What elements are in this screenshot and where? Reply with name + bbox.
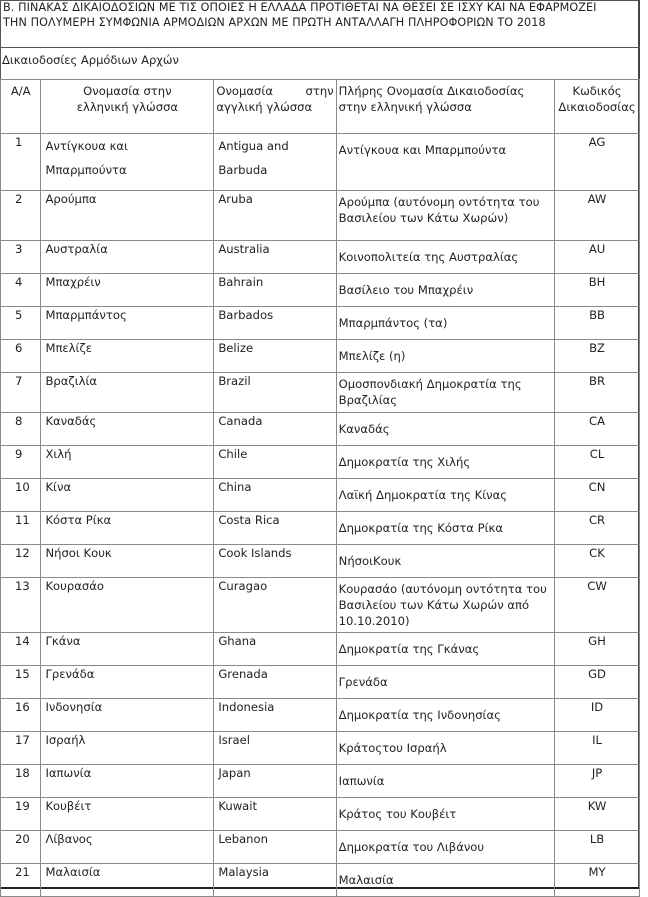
greek-name-text: Αντίγκουα και: [45, 139, 128, 153]
table-row: [1, 373, 640, 413]
row-number: [1, 191, 41, 241]
row-number-text: 4: [15, 275, 23, 289]
greek-name-text: Κόστα Ρίκα: [45, 513, 112, 527]
english-name: [214, 864, 336, 897]
full-name: [336, 765, 554, 798]
jurisdiction-code: [555, 241, 640, 274]
english-name-text: Barbuda: [218, 163, 268, 177]
row-number-text: 12: [15, 546, 30, 560]
english-name-text: Bahrain: [218, 275, 264, 289]
table-row: [1, 274, 640, 307]
full-name-text: Αντίγκουα και Μπαρμπούντα: [338, 143, 507, 157]
english-name-text: Canada: [218, 414, 263, 428]
jurisdiction-code-text: BR: [589, 374, 606, 388]
greek-name: [41, 446, 214, 479]
row-number-text: 19: [15, 799, 30, 813]
greek-name: [41, 134, 214, 191]
greek-name-text: Μπαρμπούντα: [45, 163, 127, 177]
jurisdiction-code-text: AG: [588, 135, 606, 149]
full-name-text: Δημοκρατία της Ινδονησίας: [338, 708, 501, 722]
full-name: [336, 373, 554, 413]
english-name-text: Aruba: [218, 192, 253, 206]
english-name: [214, 307, 336, 340]
row-number: [1, 241, 41, 274]
full-name-text: ΝήσοιΚουκ: [338, 554, 402, 568]
full-name: [336, 446, 554, 479]
jurisdiction-code-text: BZ: [589, 341, 605, 355]
greek-name: [41, 512, 214, 545]
greek-name-text: Λίβανος: [45, 832, 93, 846]
english-name-text: Antigua and: [218, 139, 289, 153]
full-name: [336, 241, 554, 274]
jurisdiction-code: [555, 413, 640, 446]
greek-name-text: Γρενάδα: [45, 667, 95, 681]
jurisdiction-code-text: BH: [588, 275, 606, 289]
english-name: [214, 446, 336, 479]
full-name-text: Γρενάδα: [338, 675, 388, 689]
jurisdiction-code: [555, 831, 640, 864]
row-number: [1, 864, 41, 897]
jurisdiction-code: [555, 307, 640, 340]
jurisdiction-code-text: AW: [587, 192, 607, 206]
header-code: Κωδικός Δικαιοδοσίας: [555, 80, 640, 134]
greek-name: [41, 241, 214, 274]
jurisdiction-code: [555, 191, 640, 241]
jurisdiction-code-text: IL: [592, 733, 602, 747]
row-number-text: 11: [15, 513, 30, 527]
jurisdiction-code: [555, 666, 640, 699]
jurisdiction-code-text: KW: [587, 799, 607, 813]
greek-name-text: Αρούμπα: [45, 192, 97, 206]
row-number: [1, 633, 41, 666]
english-name-text: Grenada: [218, 667, 268, 681]
jurisdiction-code-text: GH: [588, 634, 606, 648]
full-name: [336, 340, 554, 373]
greek-name-text: Μπελίζε: [45, 341, 93, 355]
english-name-text: Lebanon: [218, 832, 268, 846]
greek-name-text: Ισραήλ: [45, 733, 86, 747]
jurisdiction-code-text: MY: [588, 865, 606, 879]
jurisdiction-code-text: AU: [588, 242, 606, 256]
english-name: [214, 512, 336, 545]
jurisdiction-code-text: CL: [589, 447, 605, 461]
greek-name-text: Χιλή: [45, 447, 72, 461]
full-name-text: Κράτος του Κουβέιτ: [338, 807, 457, 821]
jurisdiction-code: [555, 545, 640, 578]
full-name-text: 10.10.2010): [338, 614, 410, 628]
table-row: [1, 765, 640, 798]
table-row: [1, 578, 640, 633]
jurisdiction-code: [555, 274, 640, 307]
jurisdiction-code-text: ID: [590, 700, 604, 714]
row-number-text: 6: [15, 341, 23, 355]
row-number-text: 5: [15, 308, 23, 322]
jurisdiction-code: [555, 512, 640, 545]
full-name-text: Μπαρμπάντος (τα): [338, 316, 448, 330]
full-name: [336, 479, 554, 512]
jurisdiction-code-text: BB: [589, 308, 605, 322]
greek-name: [41, 633, 214, 666]
table-row: [1, 545, 640, 578]
table-row: [1, 307, 640, 340]
english-name: [214, 413, 336, 446]
jurisdiction-code-text: GD: [588, 667, 606, 681]
row-number-text: 16: [15, 700, 30, 714]
full-name: [336, 864, 554, 897]
greek-name-text: Ινδονησία: [45, 700, 103, 714]
jurisdiction-code-text: CW: [587, 579, 607, 593]
english-name: [214, 732, 336, 765]
greek-name: [41, 191, 214, 241]
jurisdiction-code: [555, 479, 640, 512]
table-row: [1, 446, 640, 479]
row-number: [1, 413, 41, 446]
row-number: [1, 274, 41, 307]
english-name: [214, 831, 336, 864]
table-row: [1, 633, 640, 666]
full-name-text: Ιαπωνία: [338, 774, 385, 788]
english-name: [214, 274, 336, 307]
english-name: [214, 666, 336, 699]
greek-name: [41, 274, 214, 307]
full-name: [336, 274, 554, 307]
row-number: [1, 666, 41, 699]
row-number-text: 21: [15, 865, 30, 879]
header-english-name: Ονομασία στην αγγλική γλώσσα: [214, 80, 336, 134]
full-name: [336, 666, 554, 699]
english-name-text: Kuwait: [218, 799, 258, 813]
table-row: [1, 340, 640, 373]
full-name-text: Βασιλείου των Κάτω Χωρών από: [338, 598, 530, 612]
greek-name: [41, 340, 214, 373]
english-name: [214, 633, 336, 666]
row-number: [1, 765, 41, 798]
greek-name: [41, 413, 214, 446]
english-name-text: Belize: [218, 341, 254, 355]
english-name: [214, 241, 336, 274]
row-number-text: 1: [15, 135, 23, 149]
full-name-text: Δημοκρατία της Κόστα Ρίκα: [338, 521, 504, 535]
row-number-text: 17: [15, 733, 30, 747]
row-number: [1, 831, 41, 864]
jurisdiction-code-text: LB: [589, 832, 605, 846]
full-name: [336, 307, 554, 340]
table-row: [1, 479, 640, 512]
english-name: [214, 373, 336, 413]
table-row: [1, 732, 640, 765]
jurisdiction-code-text: CN: [588, 480, 606, 494]
full-name: [336, 732, 554, 765]
greek-name: [41, 864, 214, 897]
english-name: [214, 765, 336, 798]
full-name: [336, 134, 554, 191]
full-name: [336, 699, 554, 732]
full-name-text: Λαϊκή Δημοκρατία της Κίνας: [338, 488, 508, 502]
english-name-text: Malaysia: [218, 865, 269, 879]
row-number: [1, 699, 41, 732]
row-number-text: 7: [15, 374, 23, 388]
row-number: [1, 307, 41, 340]
english-name: [214, 578, 336, 633]
greek-name-text: Κουβέιτ: [45, 799, 92, 813]
english-name: [214, 699, 336, 732]
jurisdiction-code: [555, 134, 640, 191]
greek-name-text: Καναδάς: [45, 414, 97, 428]
row-number-text: 8: [15, 414, 23, 428]
greek-name: [41, 666, 214, 699]
table-row: [1, 512, 640, 545]
greek-name: [41, 732, 214, 765]
full-name: [336, 831, 554, 864]
full-name-text: Κράτοςτου Ισραήλ: [338, 741, 447, 755]
english-name-text: Chile: [218, 447, 248, 461]
greek-name: [41, 545, 214, 578]
row-number: [1, 545, 41, 578]
english-name-text: Australia: [218, 242, 270, 256]
english-name: [214, 545, 336, 578]
row-number-text: 20: [15, 832, 30, 846]
row-number-text: 9: [15, 447, 23, 461]
full-name-text: Βασίλειο του Μπαχρέιν: [338, 283, 474, 297]
row-number: [1, 732, 41, 765]
row-number-text: 10: [15, 480, 30, 494]
row-number: [1, 134, 41, 191]
english-name-text: China: [218, 480, 252, 494]
jurisdiction-code: [555, 798, 640, 831]
greek-name: [41, 479, 214, 512]
full-name-text: Κουρασάο (αυτόνομη οντότητα του: [338, 582, 547, 596]
table-subtitle: Δικαιοδοσίες Αρμόδιων Αρχών: [2, 53, 179, 67]
row-number-text: 2: [15, 192, 23, 206]
english-name: [214, 798, 336, 831]
jurisdiction-code: [555, 340, 640, 373]
row-number: [1, 340, 41, 373]
full-name: [336, 413, 554, 446]
jurisdiction-code-text: CA: [589, 414, 606, 428]
document-heading: [3, 0, 635, 30]
greek-name-text: Μπαρμπάντος: [45, 308, 127, 322]
greek-name-text: Γκάνα: [45, 634, 81, 648]
table-row: [1, 864, 640, 897]
row-number: [1, 512, 41, 545]
english-name-text: Indonesia: [218, 700, 275, 714]
jurisdiction-code: [555, 732, 640, 765]
english-name-text: Barbados: [218, 308, 274, 322]
full-name-text: Βραζιλίας: [338, 393, 398, 407]
row-number-text: 3: [15, 242, 23, 256]
english-name: [214, 479, 336, 512]
heading-separator: [0, 47, 640, 48]
greek-name-text: Μαλαισία: [45, 865, 101, 879]
full-name: [336, 578, 554, 633]
full-name-text: Αρούμπα (αυτόνομη οντότητα του: [338, 195, 540, 209]
greek-name-text: Αυστραλία: [45, 242, 108, 256]
jurisdiction-code-text: CR: [588, 513, 606, 527]
row-number: [1, 798, 41, 831]
full-name: [336, 191, 554, 241]
english-name-text: Ghana: [218, 634, 257, 648]
english-name-text: Brazil: [218, 374, 251, 388]
greek-name: [41, 831, 214, 864]
full-name: [336, 512, 554, 545]
heading-line-2: ΤΗΝ ΠΟΛΥΜΕΡΗ ΣΥΜΦΩΝΙΑ ΑΡΜΟΔΙΩΝ ΑΡΧΩΝ ΜΕ ΠΡΩΤΗ ΑΝΤΑΛΛΑΓΗ ΠΛΗΡΟΦΟΡΙΩΝ ΤΟ 2018: [3, 16, 546, 29]
table-row: [1, 798, 640, 831]
table-row: [1, 666, 640, 699]
greek-name: [41, 798, 214, 831]
row-number: [1, 446, 41, 479]
english-name-text: Israel: [218, 733, 251, 747]
full-name-text: Μαλαισία: [338, 873, 394, 887]
full-name-text: Βασιλείου των Κάτω Χωρών): [338, 211, 509, 225]
english-name-text: Japan: [218, 766, 251, 780]
greek-name-text: Μπαχρέιν: [45, 275, 101, 289]
heading-line-1: Β. ΠΙΝΑΚΑΣ ΔΙΚΑΙΟΔΟΣΙΩΝ ΜΕ ΤΙΣ ΟΠΟΙΕΣ Η ΕΛΛΑΔΑ ΠΡΟΤΙΘΕΤΑΙ ΝΑ ΘΕΣΕΙ ΣΕ ΙΣΧΥ ΚΑΙ ΝΑ ΕΦΑΡΜΟΖΕΙ: [3, 1, 597, 14]
jurisdiction-code: [555, 578, 640, 633]
full-name: [336, 545, 554, 578]
greek-name: [41, 578, 214, 633]
jurisdiction-code: [555, 765, 640, 798]
jurisdictions-table: [0, 79, 640, 897]
greek-name-text: Βραζιλία: [45, 374, 98, 388]
greek-name: [41, 765, 214, 798]
greek-name: [41, 307, 214, 340]
full-name: [336, 633, 554, 666]
full-name-text: Κοινοπολιτεία της Αυστραλίας: [338, 250, 519, 264]
full-name-text: Δημοκρατία της Χιλής: [338, 455, 471, 469]
header-full-name: Πλήρης Ονομασία Δικαιοδοσίας στην ελληνική γλώσσα: [336, 80, 554, 134]
row-number: [1, 578, 41, 633]
english-name-text: Cook Islands: [218, 546, 292, 560]
header-greek-name: Ονομασία στην ελληνική γλώσσα: [41, 80, 214, 134]
row-number: [1, 373, 41, 413]
jurisdiction-code: [555, 699, 640, 732]
jurisdiction-code: [555, 864, 640, 897]
table-row: [1, 831, 640, 864]
greek-name: [41, 373, 214, 413]
table-row: [1, 241, 640, 274]
row-number-text: 14: [15, 634, 30, 648]
jurisdiction-code: [555, 373, 640, 413]
greek-name: [41, 699, 214, 732]
table-row: [1, 134, 640, 191]
table-row: [1, 191, 640, 241]
english-name-text: Costa Rica: [218, 513, 280, 527]
row-number-text: 15: [15, 667, 30, 681]
full-name: [336, 798, 554, 831]
row-number-text: 13: [15, 579, 30, 593]
row-number-text: 18: [15, 766, 30, 780]
header-number: Α/Α: [1, 80, 41, 134]
full-name-text: Δημοκρατία του Λιβάνου: [338, 840, 485, 854]
table-header-row: [1, 80, 640, 134]
greek-name-text: Ιαπωνία: [45, 766, 92, 780]
greek-name-text: Κουρασάο: [45, 579, 104, 593]
greek-name-text: Κίνα: [45, 480, 72, 494]
english-name: [214, 191, 336, 241]
full-name-text: Καναδάς: [338, 422, 390, 436]
english-name: [214, 340, 336, 373]
greek-name-text: Νήσοι Κουκ: [45, 546, 112, 560]
row-number: [1, 479, 41, 512]
table-row: [1, 699, 640, 732]
english-name: [214, 134, 336, 191]
table-row: [1, 413, 640, 446]
jurisdiction-code-text: JP: [591, 766, 603, 780]
jurisdiction-code: [555, 633, 640, 666]
full-name-text: Μπελίζε (η): [338, 349, 406, 363]
jurisdiction-code: [555, 446, 640, 479]
full-name-text: Ομοσπονδιακή Δημοκρατία της: [338, 377, 522, 391]
english-name-text: Curagao: [218, 579, 268, 593]
jurisdiction-code-text: CK: [589, 546, 605, 560]
full-name-text: Δημοκρατία της Γκάνας: [338, 642, 480, 656]
